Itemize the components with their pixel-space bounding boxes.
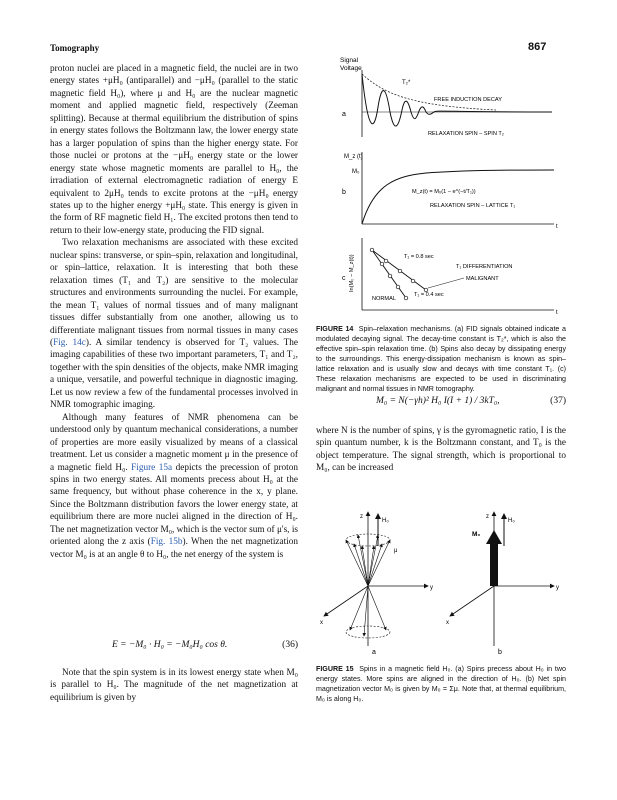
fig15a-h0-label: H₀ [382, 518, 389, 524]
paragraph-3-text-a: Although many features of NMR phenomena can be understood only by quantum mechanical considerations, a number of properties are more easily visualized by means of a classical treatment. Let us consider a magnetic moment μ in the presence of a magnetic field H₀. [50, 412, 298, 473]
fig14c-point [388, 274, 392, 278]
figure-15 [316, 506, 568, 656]
fig15b-y-label: y [556, 585, 559, 591]
figure-15-caption-text: Spins in a magnetic field H₀. (a) Spins precess about H₀ in two energy states. More spins are aligned in the direction of H₀. (b) Net spin magnetization vector M₀ is given by M₀ = Σμ. Note that, at thermal equilibrium, M₀ is along H₀. [316, 665, 566, 703]
fig15b-m0-arrowhead [486, 530, 502, 544]
fig14a-panel-label: a [342, 111, 346, 118]
fig15b-panel-label: b [498, 649, 502, 656]
fig14a-ylabel-1: Signal [340, 57, 359, 64]
fig14c-malignant: MALIGNANT [466, 276, 499, 282]
fig14c-t1-long: T₁ = 0.8 sec [404, 254, 434, 260]
figure-15-caption [316, 664, 566, 704]
fig14c-differentiation: T₁ DIFFERENTIATION [456, 264, 513, 270]
paragraph-2-text-a: Two relaxation mechanisms are associated with these excited nuclear spins: transverse, or spin–spin, relaxation and longitudinal, or spin–lattice, relaxation. It is interesting that both these relaxation times (T₁ and T₂) are sensitive to the molecular structures and environments surrounding the nuclei. For example, the mean T₁ values of normal tissues and of many malignant tissues differ substantially from one another, allowing us to differentiate malignant tissues from normal tissues in many cases ( [50, 238, 298, 348]
fig14b-equation: M_z(t) = M₀(1 − e^(−t/T₁)) [412, 189, 476, 195]
page-number: 867 [528, 41, 547, 53]
fig14c-point [411, 279, 415, 283]
paragraph-3-text-c: ). When the net magnetization vector M₀ is at an angle θ to H₀, the net energy of the system is [50, 537, 299, 560]
fig14b-ylabel: M_z (t) [344, 154, 363, 160]
equation-36-body: E = −M₀ · H₀ = −M₀H₀ cos θ. [112, 640, 228, 650]
fig15a-panel-label: a [372, 649, 376, 656]
fig15a-link[interactable]: Figure 15a [131, 462, 173, 473]
fig15b-x-label: x [446, 620, 449, 626]
fig14b-m0-label: M₀ [352, 169, 360, 175]
fig15a-x-label: x [320, 620, 323, 626]
running-header-section: Tomography [50, 43, 100, 53]
fig15b-z-label: z [486, 514, 489, 520]
figure-14-caption-title: FIGURE 14 [316, 325, 354, 333]
fig14c-normal-line [372, 250, 406, 298]
fig15a-spin-down [364, 586, 368, 636]
fig14c-t1-short: T₁ = 0.4 sec [414, 292, 444, 298]
fig14c-point [398, 269, 402, 273]
fig14c-link[interactable]: Fig. 14c [53, 337, 86, 348]
fig15a-mu-label: μ [394, 548, 398, 554]
fig14c-panel-label: c [342, 275, 346, 282]
fig14c-normal: NORMAL [372, 296, 396, 302]
fig14a-ylabel-2: Voltage [340, 65, 362, 72]
paragraph-2 [50, 237, 298, 411]
fig15b-m0-vector [490, 542, 498, 586]
fig15a-z-label: z [360, 514, 363, 520]
left-column-text [50, 63, 298, 561]
fig15a-spin-down [368, 586, 386, 630]
paragraph-2-text-b: ). A similar tendency is observed for T₂ values. The imaging capabilities of these two important parameters, T₁ and T₂, together with the spin densities of the objects, make NMR imaging a unique, versatile, and powerful technique in diagnostic imaging. Let us now review a few of the fundamental processes involved in NMR tomographic imaging. [50, 337, 298, 411]
fig14c-point [396, 285, 400, 289]
fig15b-x-axis [450, 586, 494, 616]
figure-14-caption-text: Spin–relaxation mechanisms. (a) FID signals obtained indicate a modulated decaying signal. The decay-time constant is T₂*, which is also the effective spin–spin relaxation time. (b) Spins also decay by dissipating energy to the surroundings. This energy-dissipation mechanism is known as spin–lattice relaxation and is usually slow and decays with time constant T₁. (c) These relaxation mechanisms are expected to be used in discriminating malignant and normal tissues in NMR tomography. [316, 325, 566, 393]
right-column-text [316, 425, 566, 475]
figure-14-caption [316, 324, 566, 394]
paragraph-4: Note that the spin system is in its lowest energy state when M₀ is parallel to H₀. The magnitude of the net magnetization at equilibrium is given by [50, 668, 298, 703]
fig14a-t2-annotation: RELAXATION SPIN – SPIN T₂ [428, 131, 504, 137]
equation-37 [316, 396, 566, 406]
equation-36-number: (36) [282, 640, 298, 650]
fig14b-panel-label: b [342, 189, 346, 196]
fig14c-t-label: t [556, 310, 558, 316]
fig14b-t1-annotation: RELAXATION SPIN – LATTICE T₁ [430, 203, 516, 209]
fig14c-point [384, 259, 388, 263]
fig14b-t-label: t [556, 224, 558, 230]
fig14c-point [370, 248, 374, 252]
figure-15-caption-title: FIGURE 15 [316, 665, 354, 673]
paragraph-1: proton nuclei are placed in a magnetic field, the nuclei are in two energy states +μH₀ (antiparallel) and −μH₀ (parallel to the static magnetic field H₀), where μ and H₀ are the nuclear magnetic moment and applied magnetic field, respectively (Zeeman splitting). Because at thermal equilibrium the distribution of spins in energy states follows the Boltzmann law, the lower energy state has a larger population of spins than the higher energy state. For those nuclei or protons at the −μH₀ energy state or the lower energy state whose magnetic moments are parallel to H₀, the irradiation of external electromagnetic radiation of energy E equivalent to 2μH₀ tends to excite protons at the −μH₀ energy states up to the higher energy +μH₀ state. This energy is given in the form of RF magnetic field H₁. The excited protons then tend to return to their low-energy state, producing the FID signal. [50, 64, 298, 236]
paragraph-3 [50, 412, 298, 561]
fig15b-m0-label: M₀ [472, 531, 481, 538]
equation-36 [50, 640, 298, 650]
paragraph-3-text-b: depicts the precession of proton spins in two energy states. All moments precess about H₀ at the same frequency, but without phase coherence in the x, y plane. Since the Boltzmann distribution favors the lower energy state, at equilibrium there are more nuclei aligned in the direction of H₀. The net magnetization vector M₀, which is the vector sum of μ's, is oriented along the z axis ( [50, 462, 298, 548]
fig15a-x-axis [324, 586, 368, 616]
fig15b-h0-label: H₀ [508, 518, 515, 524]
equation-37-number: (37) [550, 396, 566, 406]
fig14b-recovery-curve [362, 170, 554, 224]
figure-14 [316, 52, 568, 324]
fig14c-point [404, 296, 408, 300]
equation-37-body: M₀ = N(−γh)² H₀ I(I + 1) / 3kT₀, [376, 396, 500, 406]
right-paragraph: where N is the number of spins, γ is the gyromagnetic ratio, I is the spin quantum number, k is the Boltzmann constant, and T₀ is the object temperature. The signal strength, which is proportional to M₀, can be increased [316, 426, 566, 474]
fig14c-point [380, 262, 384, 266]
fig14c-malignant-pointer [428, 278, 464, 288]
fig15b-link[interactable]: Fig. 15b [150, 537, 183, 548]
fig14a-fid-annotation: FREE INDUCTION DECAY [434, 97, 502, 103]
left-column-closing [50, 667, 298, 704]
fig15a-y-label: y [430, 585, 433, 591]
fig14c-ylabel: In(M₀ − M_z(t)) [349, 254, 355, 292]
fig14a-t2star-label: T₂* [402, 80, 411, 86]
